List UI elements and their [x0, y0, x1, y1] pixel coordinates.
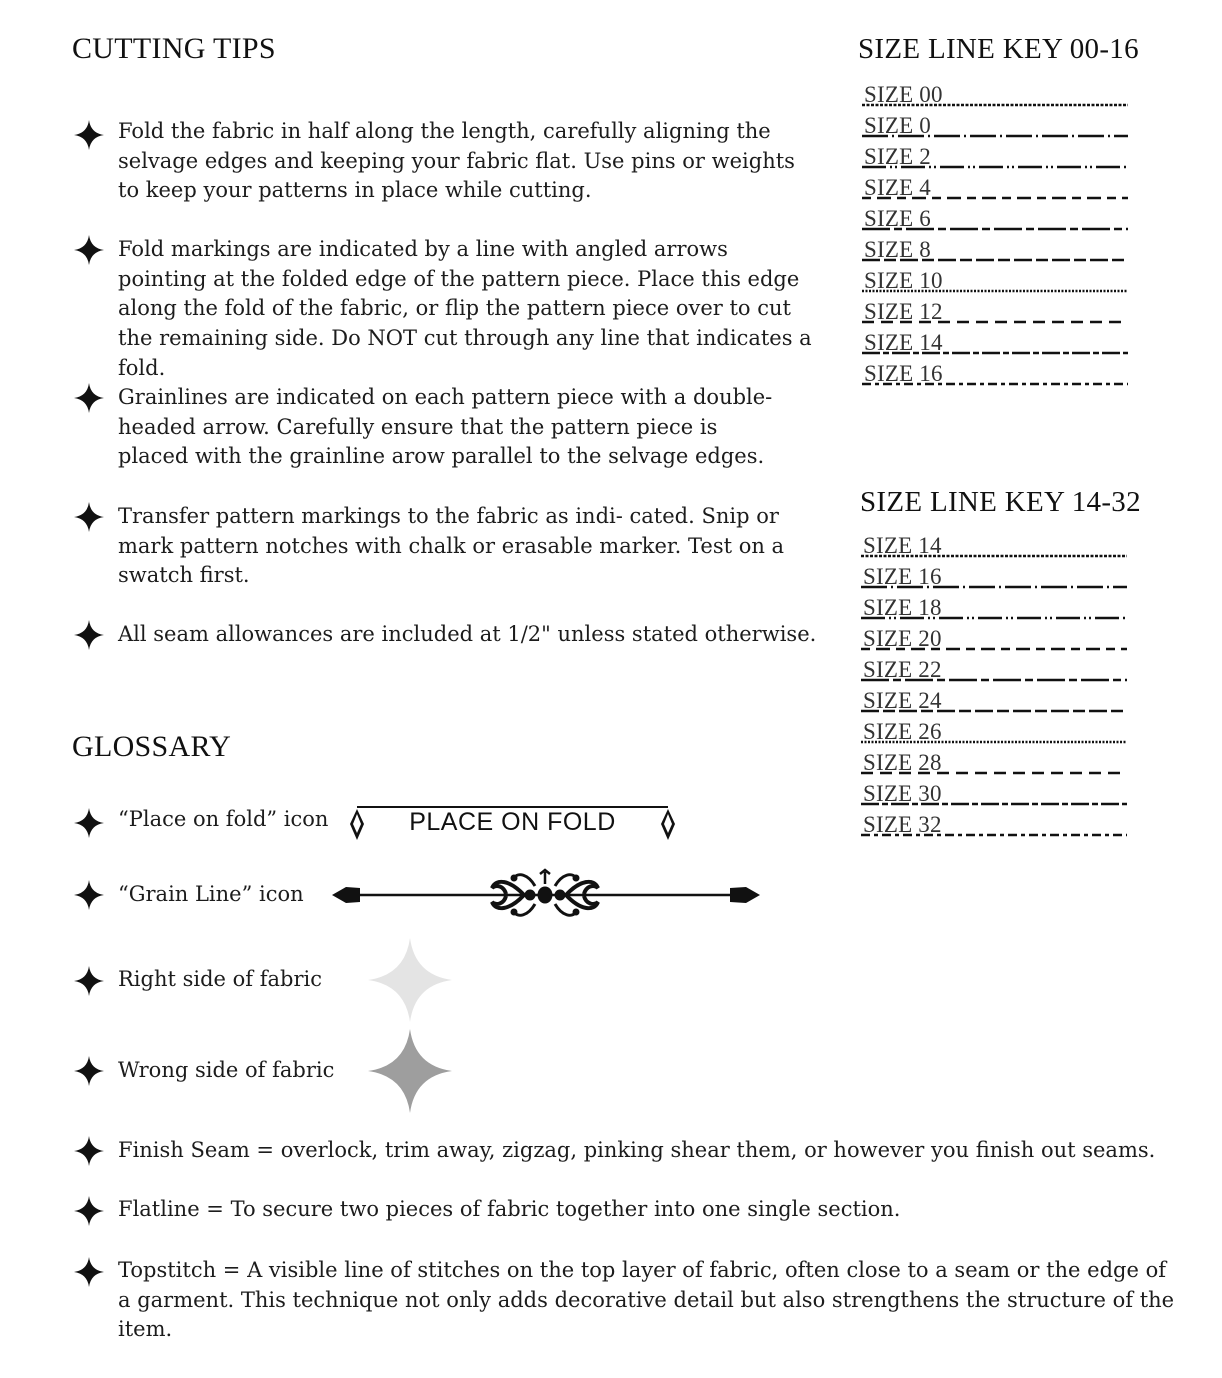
- size-line-key-14-32: [861, 527, 1131, 847]
- size-label: SIZE 22: [863, 657, 942, 682]
- place-on-fold-icon-text: PLACE ON FOLD: [409, 808, 616, 836]
- glossary-title: GLOSSARY: [72, 730, 232, 763]
- wrong-side-star-icon: [368, 1029, 452, 1113]
- size-row: [861, 620, 1129, 652]
- cutting-tip-3: Grainlines are indicated on each pattern piece with a double-headed arrow. Carefully ensure that the pattern piece is placed with the grainline arow parallel to the selvage edges.: [118, 385, 773, 469]
- bullet-star-icon: [74, 1136, 104, 1166]
- size-row: [862, 231, 1130, 263]
- size-label: SIZE 10: [864, 268, 943, 293]
- size-row: [861, 589, 1129, 621]
- definition-finish-seam: Finish Seam = overlock, trim away, zigzag, pinking shear them, or however you finish out seams.: [118, 1138, 1156, 1162]
- size-label: SIZE 8: [864, 237, 931, 262]
- right-side-star-icon: [368, 938, 452, 1022]
- size-label: SIZE 16: [863, 564, 942, 589]
- size-line-sample: [862, 381, 1130, 387]
- place-on-fold-icon: [340, 800, 685, 844]
- definition-topstitch: Topstitch = A visible line of stitches on the top layer of fabric, often close to a seam or the edge of a garment. This technique not only adds decorative detail but also strengthens the structure of the item.: [118, 1258, 1175, 1342]
- size-row: [862, 324, 1130, 356]
- bullet-star-icon: [74, 1196, 104, 1226]
- bullet-star-icon: [74, 502, 104, 532]
- size-label: SIZE 16: [864, 361, 943, 386]
- size-row: [861, 806, 1129, 838]
- size-row: [861, 651, 1129, 683]
- size-label: SIZE 14: [863, 533, 942, 558]
- size-label: SIZE 20: [863, 626, 942, 651]
- size-row: [861, 775, 1129, 807]
- size-row: [861, 558, 1129, 590]
- size-row: [862, 138, 1130, 170]
- size-label: SIZE 26: [863, 719, 942, 744]
- size-label: SIZE 14: [864, 330, 943, 355]
- bullet-star-icon: [74, 383, 104, 413]
- size-label: SIZE 0: [864, 113, 931, 138]
- size-label: SIZE 00: [864, 82, 943, 107]
- bullet-star-icon: [74, 966, 104, 996]
- size-label: SIZE 12: [864, 299, 943, 324]
- size-key-2-title: SIZE LINE KEY 14-32: [860, 486, 1141, 518]
- bullet-star-icon: [74, 880, 104, 910]
- size-key-1-title: SIZE LINE KEY 00-16: [858, 33, 1139, 65]
- size-row: [861, 682, 1129, 714]
- right-side-label: Right side of fabric: [118, 967, 322, 991]
- size-label: SIZE 28: [863, 750, 942, 775]
- size-row: [862, 169, 1130, 201]
- size-label: SIZE 18: [863, 595, 942, 620]
- size-row: [861, 527, 1129, 559]
- definition-flatline: Flatline = To secure two pieces of fabric together into one single section.: [118, 1197, 901, 1221]
- bullet-star-icon: [74, 620, 104, 650]
- grain-line-label: “Grain Line” icon: [118, 882, 304, 906]
- size-line-sample: [861, 832, 1129, 838]
- size-row: [862, 262, 1130, 294]
- cutting-tip-2: Fold markings are indicated by a line with angled arrows pointing at the folded edge of the pattern piece. Place this edge along the fold of the fabric, or flip the pattern piece over to cut the remaining side. Do NOT cut through any line that indicates a fold.: [118, 237, 812, 380]
- size-row: [862, 355, 1130, 387]
- wrong-side-label: Wrong side of fabric: [118, 1058, 335, 1082]
- bullet-star-icon: [74, 120, 104, 150]
- bullet-star-icon: [74, 808, 104, 838]
- size-row: [862, 200, 1130, 232]
- size-row: [862, 293, 1130, 325]
- size-label: SIZE 32: [863, 812, 942, 837]
- size-row: [862, 76, 1130, 108]
- bullet-star-icon: [74, 1056, 104, 1086]
- bullet-star-icon: [74, 235, 104, 265]
- size-row: [861, 713, 1129, 745]
- size-label: SIZE 4: [864, 175, 931, 200]
- size-label: SIZE 2: [864, 144, 931, 169]
- cutting-tip-1: Fold the fabric in half along the length, carefully aligning the selvage edges and keeping your fabric flat. Use pins or weights to keep your patterns in place while cutting.: [118, 119, 795, 203]
- size-label: SIZE 6: [864, 206, 931, 231]
- size-label: SIZE 30: [863, 781, 942, 806]
- grain-line-icon: [330, 866, 762, 924]
- size-row: [861, 744, 1129, 776]
- cutting-tip-4: Transfer pattern markings to the fabric as indi- cated. Snip or mark pattern notches with chalk or erasable marker. Test on a swatch first.: [118, 504, 785, 588]
- size-row: [862, 107, 1130, 139]
- bullet-star-icon: [74, 1257, 104, 1287]
- size-label: SIZE 24: [863, 688, 942, 713]
- place-on-fold-label: “Place on fold” icon: [118, 807, 329, 831]
- cutting-tip-5: All seam allowances are included at 1/2" unless stated otherwise.: [118, 622, 817, 646]
- cutting-tips-title: CUTTING TIPS: [72, 32, 276, 65]
- size-line-key-00-16: [862, 76, 1132, 396]
